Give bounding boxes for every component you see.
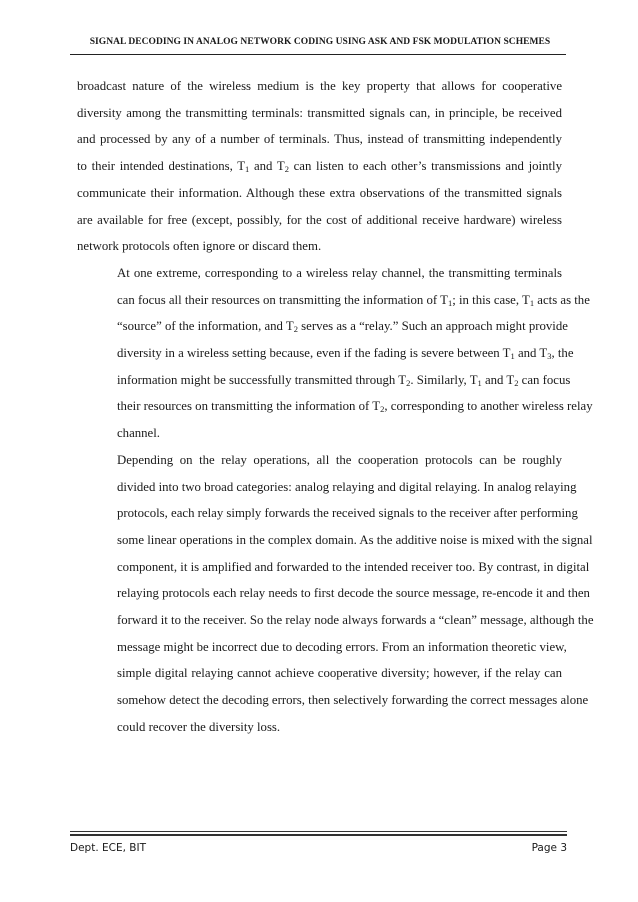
header-rule <box>70 54 566 55</box>
text-line: some linear operations in the complex domain. As the additive noise is mixed with the signal <box>117 532 593 547</box>
text-line: to their intended destinations, $T_1$ and $T_2$ can listen to each other’s transmissions and jointly <box>77 159 562 175</box>
text-line: simple digital relaying cannot achieve cooperative diversity; however, if the relay can <box>117 666 562 681</box>
page-footer <box>70 842 567 854</box>
text-line: diversity in a wireless setting because, even if the fading is severe between $T_1$ and $T_3$, the <box>117 346 574 362</box>
text-line: network protocols often ignore or discard them. <box>77 239 322 254</box>
text-line: communicate their information. Although these extra observations of the transmitted signals <box>77 185 562 200</box>
text-line: are available for free (except, possibly, for the cost of additional receive hardware) wireless <box>77 212 562 227</box>
text-line: protocols, each relay simply forwards the received signals to the receiver after performing <box>117 506 578 521</box>
body-text <box>77 73 594 741</box>
footer-page-number: Page 3 <box>531 842 567 854</box>
footer-rule-thick <box>70 834 567 836</box>
text-line: their resources on transmitting the information of $T_2$, corresponding to another wireless relay <box>117 399 593 415</box>
text-line: forward it to the receiver. So the relay node always forwards a “clean” message, although the <box>117 613 594 628</box>
paragraph-1 <box>77 73 562 260</box>
text-line: divided into two broad categories: analog relaying and digital relaying. In analog relaying <box>117 479 577 494</box>
text-line: somehow detect the decoding errors, then selectively forwarding the correct messages alone <box>117 693 589 708</box>
text-line: component, it is amplified and forwarded to the intended receiver too. By contrast, in digital <box>117 559 590 574</box>
text-line: message might be incorrect due to decoding errors. From an information theoretic view, <box>117 639 567 654</box>
paragraph-3 <box>77 447 594 741</box>
text-line: and processed by any of a number of terminals. Thus, instead of transmitting independently <box>77 132 562 147</box>
paragraph-2 <box>77 260 593 447</box>
text-line: diversity among the transmitting terminals: transmitted signals can, in principle, be received <box>77 105 562 120</box>
text-line: information might be successfully transmitted through $T_2$. Similarly, $T_1$ and $T_2$ can focus <box>117 372 571 388</box>
text-line: can focus all their resources on transmitting the information of $T_1$; in this case, $T_1$ acts as the <box>117 292 590 308</box>
footer-department: Dept. ECE, BIT <box>70 842 146 854</box>
text-line: At one extreme, corresponding to a wireless relay channel, the transmitting terminals <box>117 265 562 280</box>
text-line: channel. <box>117 426 160 441</box>
text-line: could recover the diversity loss. <box>117 719 281 734</box>
text-line: broadcast nature of the wireless medium is the key property that allows for cooperative <box>77 79 562 93</box>
text-line: Depending on the relay operations, all the cooperation protocols can be roughly <box>117 452 562 467</box>
text-line: relaying protocols each relay needs to first decode the source message, re-encode it and then <box>117 586 590 601</box>
footer-rule-thin <box>70 831 567 832</box>
text-line: “source” of the information, and $T_2$ serves as a “relay.” Such an approach might provide <box>117 319 568 335</box>
running-header: SIGNAL DECODING IN ANALOG NETWORK CODING USING ASK AND FSK MODULATION SCHEMES <box>89 37 551 47</box>
